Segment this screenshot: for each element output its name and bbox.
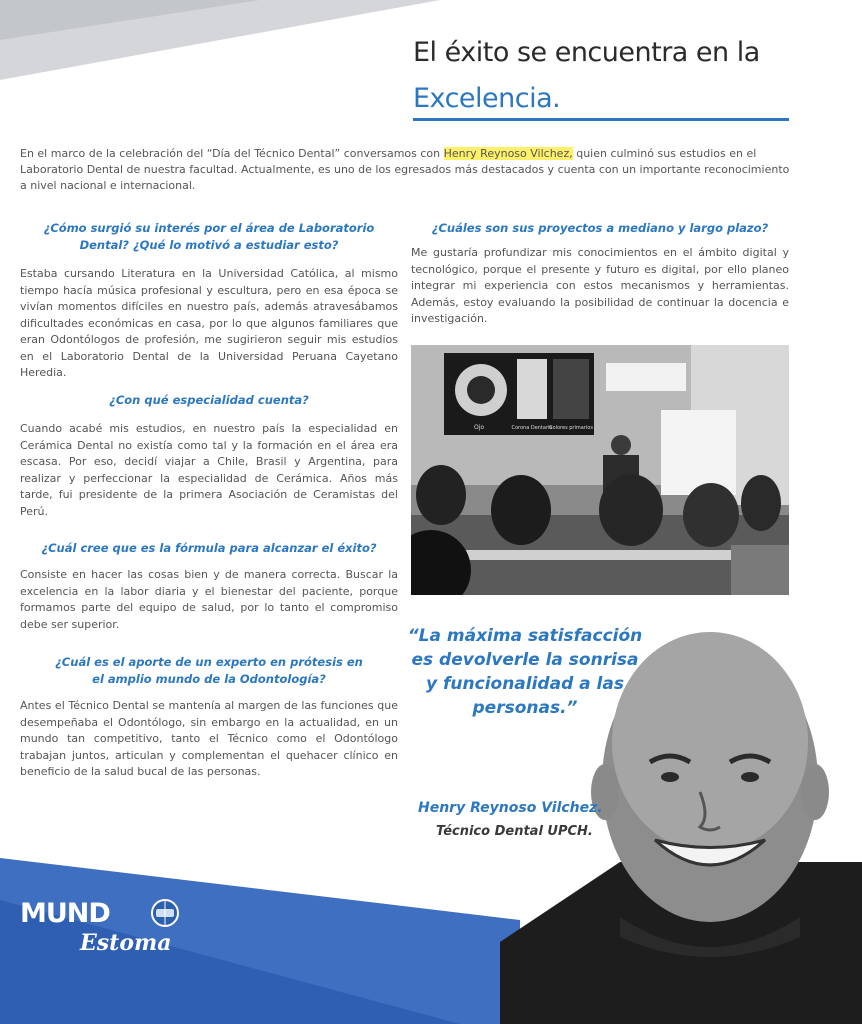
intro-paragraph [20,146,790,194]
question-heading: ¿Cuáles son sus proyectos a mediano y largo plazo? [431,221,769,235]
signature-name: Henry Reynoso Vilchez. [418,800,603,816]
mundo-estoma-logo [20,898,172,956]
screen-label-2: Corona Dentaria [511,425,553,431]
classroom-photo [411,345,789,595]
signature-role: Técnico Dental UPCH. [436,824,593,839]
logo-word-estoma: Estoma [80,930,172,956]
question-block-2 [20,392,398,520]
title-line-1: El éxito se encuentra en la [413,37,760,68]
answer-text: Estaba cursando Literatura en la Universidad Católica, al mismo tiempo hacía música profesional y escultura, pero en esa época se vivían momentos difíciles en nuestro país, además atravesábamos dificultades económicas en casa, por lo que algunos familiares que eran Odontólogos de profesión, me sugirieron seguir mis estudios en el Laboratorio Dental de la Universidad Peruana Cayetano Heredia. [20,267,398,379]
intro-highlighted-name: Henry Reynoso Vilchez, [443,147,573,160]
question-block-1 [20,220,398,382]
intro-after: quien culminó sus estudios en el Laboratorio Dental de nuestra facultad. Actualmente, es uno de los egresados más destacados y cuenta con un importante reconocimiento a nivel nacional e internacional. [20,147,790,192]
intro-before: En el marco de la celebración del “Día del Técnico Dental” conversamos con [20,147,444,160]
answer-text: Consiste en hacer las cosas bien y de manera correcta. Buscar la excelencia en la labor diaria y el bienestar del paciente, porque formamos parte del equipo de salud, por lo tanto el compromiso debe ser superior. [20,568,398,631]
pull-quote: “La máxima satisfacción es devolverle la sonrisa y funcionalidad a las personas.” [407,626,643,718]
logo-word-mundo: MUND [20,898,110,929]
title-underline [413,118,789,121]
question-heading: ¿Cuál es el aporte de un experto en prótesis en el amplio mundo de la Odontología? [55,655,363,686]
question-heading: ¿Cómo surgió su interés por el área de Laboratorio Dental? ¿Qué lo motivó a estudiar esto? [43,221,375,252]
question-heading: ¿Con qué especialidad cuenta? [109,393,309,407]
answer-text: Me gustaría profundizar mis conocimientos en el ámbito digital y tecnológico, porque el presente y futuro es digital, por ello planeo integrar mi experiencia con estos mecanismos y herramientas. Además, estoy evaluando la posibilidad de continuar la docencia e investigación. [411,246,789,325]
question-block-3 [20,540,398,633]
page-title [413,36,793,116]
title-line-2: Excelencia. [413,83,561,114]
globe-icon [150,898,180,928]
answer-text: Antes el Técnico Dental se mantenía al margen de las funciones que desempeñaba el Odontólogo, sin embargo en la actualidad, en un mundo tan competitivo, tanto el Técnico como el Odontólogo trabajan juntos, articulan y complementan el quehacer clínico en beneficio de la salud bucal de las personas. [20,699,398,778]
screen-label-3: Colores primarios [549,425,593,431]
classroom-photo-illustration [411,345,789,595]
question-heading: ¿Cuál cree que es la fórmula para alcanzar el éxito? [41,541,377,555]
screen-label-1: Ojo [473,424,485,431]
question-block-5 [411,220,789,328]
question-block-4 [20,654,398,781]
answer-text: Cuando acabé mis estudios, en nuestro país la especialidad en Cerámica Dental no existía como tal y la formación en el área era escasa. Por eso, decidí viajar a Chile, Brasil y Argentina, para realizar y perfeccionar la especialidad de Cerámica. Años más tarde, fui presidente de la primera Asociación de Ceramistas del Perú. [20,422,398,518]
